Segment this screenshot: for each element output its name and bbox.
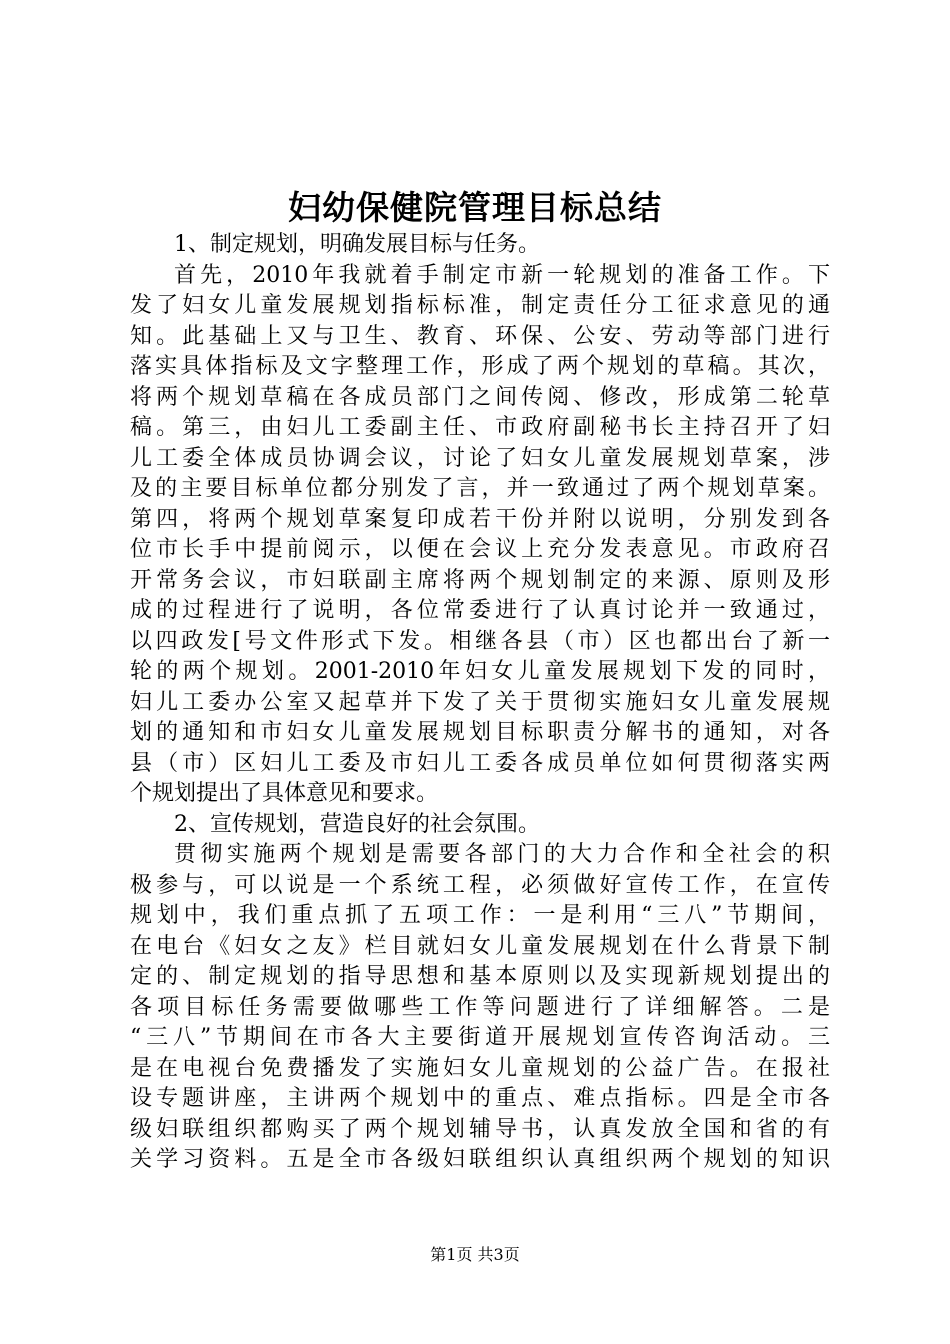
paragraph-line: 设专题讲座，主讲两个规划中的重点、难点指标。四是全市各 bbox=[130, 1086, 830, 1111]
paragraph-line: 个规划提出了具体意见和要求。 bbox=[130, 781, 439, 806]
paragraph-line: 定的、制定规划的指导思想和基本原则以及实现新规划提出的 bbox=[130, 964, 830, 989]
paragraph-line: 稿。第三，由妇儿工委副主任、市政府副秘书长主持召开了妇 bbox=[130, 415, 830, 440]
document-body bbox=[130, 230, 830, 1176]
paragraph-line: 落实具体指标及文字整理工作，形成了两个规划的草稿。其次， bbox=[130, 354, 830, 379]
paragraph-line: 极参与，可以说是一个系统工程，必须做好宣传工作，在宣传 bbox=[130, 872, 830, 898]
paragraph-line: 及的主要目标单位都分别发了言，并一致通过了两个规划草案。 bbox=[130, 476, 830, 501]
paragraph-line: 首先，2010年我就着手制定市新一轮规划的准备工作。下 bbox=[174, 262, 830, 288]
page-number: 第1页 共3页 bbox=[430, 1245, 520, 1264]
paragraph-line: 规划中，我们重点抓了五项工作：一是利用“三八”节期间， bbox=[130, 903, 830, 928]
paragraph-line: 第四，将两个规划草案复印成若干份并附以说明，分别发到各 bbox=[130, 506, 830, 532]
paragraph-line: 将两个规划草稿在各成员部门之间传阅、修改，形成第二轮草 bbox=[130, 384, 830, 410]
section-heading: 1、制定规划，明确发展目标与任务。 bbox=[174, 232, 540, 257]
paragraph-line: 妇儿工委办公室又起草并下发了关于贯彻实施妇女儿童发展规 bbox=[130, 689, 830, 715]
section-heading: 2、宣传规划，营造良好的社会氛围。 bbox=[174, 811, 540, 837]
paragraph-line: 位市长手中提前阅示，以便在会议上充分发表意见。市政府召 bbox=[130, 537, 830, 562]
paragraph-line: 级妇联组织都购买了两个规划辅导书，认真发放全国和省的有 bbox=[130, 1116, 830, 1142]
paragraph-line: 发了妇女儿童发展规划指标标准，制定责任分工征求意见的通 bbox=[130, 293, 830, 318]
paragraph-line: 轮的两个规划。2001-2010年妇女儿童发展规划下发的同时， bbox=[130, 659, 830, 684]
paragraph-line: 县（市）区妇儿工委及市妇儿工委各成员单位如何贯彻落实两 bbox=[130, 750, 830, 776]
paragraph-line: “三八”节期间在市各大主要街道开展规划宣传咨询活动。三 bbox=[130, 1025, 830, 1050]
paragraph-line: 在电台《妇女之友》栏目就妇女儿童发展规划在什么背景下制 bbox=[130, 933, 830, 959]
paragraph-line: 成的过程进行了说明，各位常委进行了认真讨论并一致通过， bbox=[130, 598, 830, 623]
paragraph-line: 开常务会议，市妇联副主席将两个规划制定的来源、原则及形 bbox=[130, 567, 830, 593]
paragraph-line: 知。此基础上又与卫生、教育、环保、公安、劳动等部门进行 bbox=[130, 323, 830, 349]
paragraph-line: 贯彻实施两个规划是需要各部门的大力合作和全社会的积 bbox=[174, 842, 830, 867]
paragraph-line: 关学习资料。五是全市各级妇联组织认真组织两个规划的知识 bbox=[130, 1147, 830, 1172]
paragraph-line: 是在电视台免费播发了实施妇女儿童规划的公益广告。在报社 bbox=[130, 1055, 830, 1081]
paragraph-line: 划的通知和市妇女儿童发展规划目标职责分解书的通知，对各 bbox=[130, 720, 830, 745]
paragraph-line: 以四政发[号文件形式下发。相继各县（市）区也都出台了新一 bbox=[130, 628, 830, 654]
paragraph-line: 各项目标任务需要做哪些工作等问题进行了详细解答。二是 bbox=[130, 994, 830, 1020]
paragraph-line: 儿工委全体成员协调会议，讨论了妇女儿童发展规划草案，涉 bbox=[130, 445, 830, 471]
document-title: 妇幼保健院管理目标总结 bbox=[288, 188, 662, 227]
